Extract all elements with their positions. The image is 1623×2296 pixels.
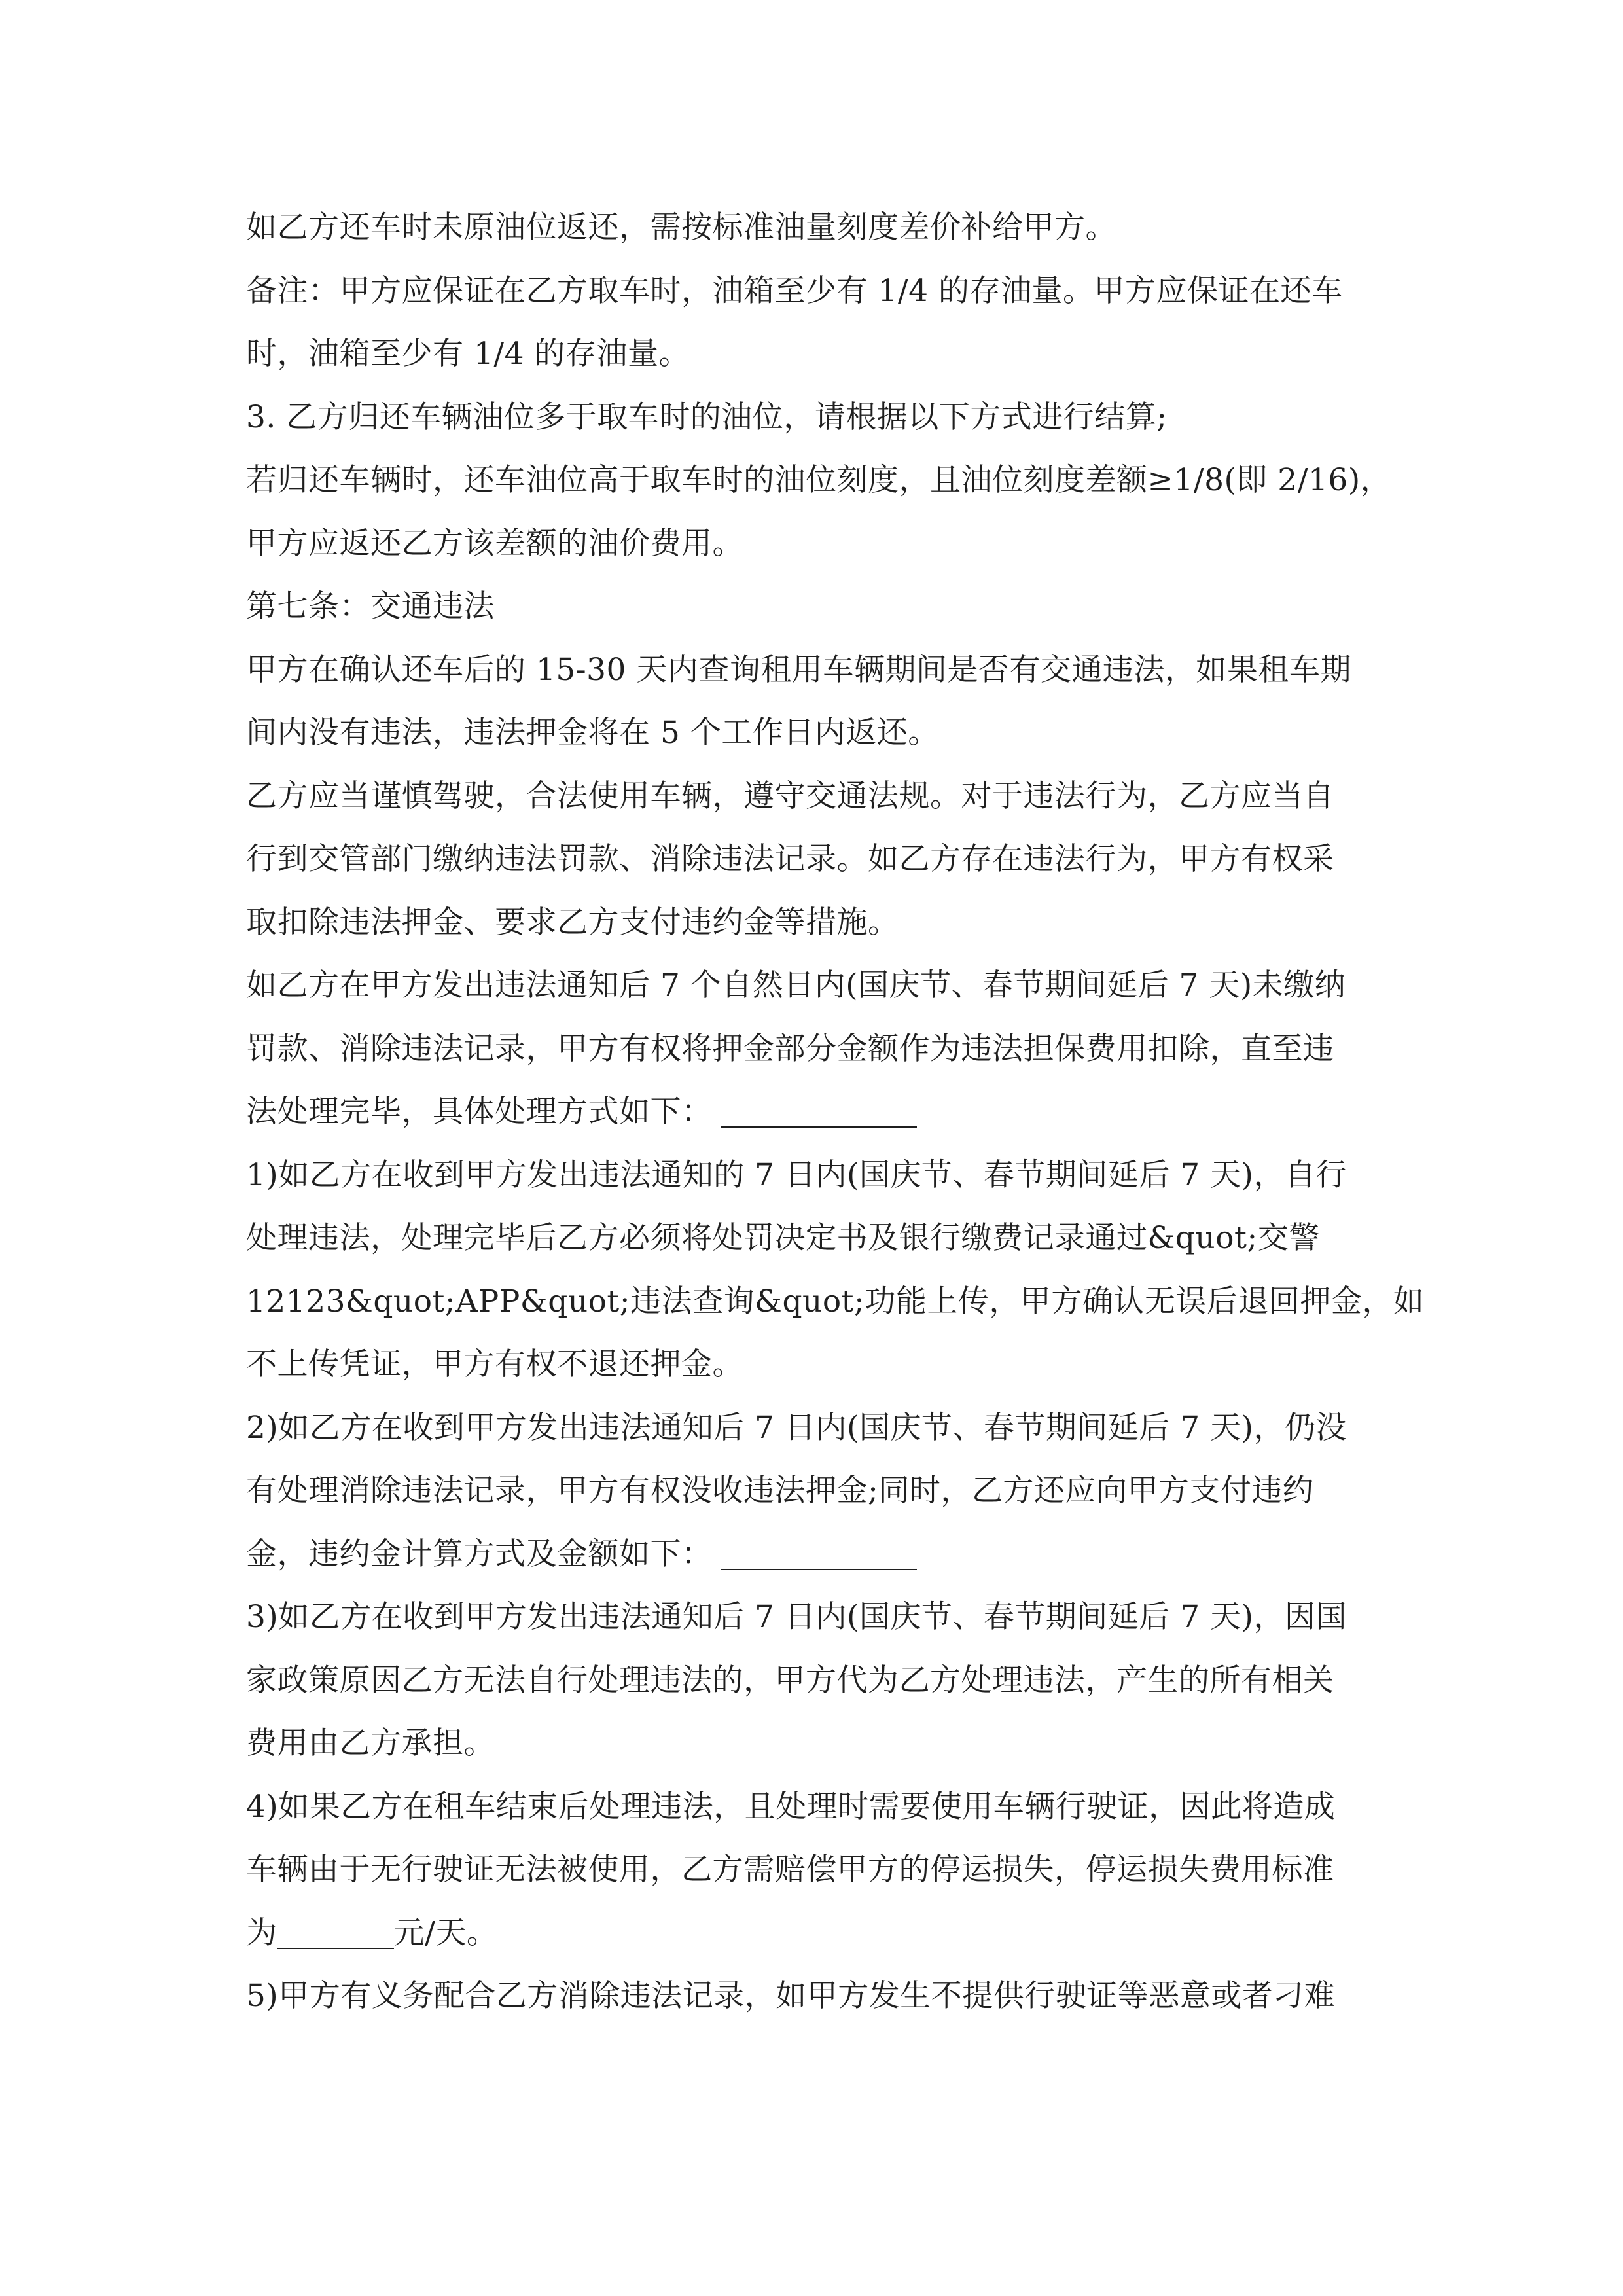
line-text: 金，违约金计算方式及金额如下： xyxy=(246,1535,713,1572)
fill-in-blank[interactable] xyxy=(721,1096,917,1128)
document-page xyxy=(246,196,1425,2028)
paragraph-line: 费用由乙方承担。 xyxy=(246,1725,495,1761)
paragraph-line: 2)如乙方在收到甲方发出违法通知后 7 日内(国庆节、春节期间延后 7 天)，仍没 xyxy=(246,1409,1347,1446)
paragraph-line xyxy=(246,1523,1378,1587)
line-text: 元/天。 xyxy=(393,1914,498,1951)
paragraph-line: 取扣除违法押金、要求乙方支付违约金等措施。 xyxy=(246,904,899,941)
paragraph-line: 5)甲方有义务配合乙方消除违法记录，如甲方发生不提供行驶证等恶意或者刁难 xyxy=(246,1978,1336,2014)
paragraph-line: 罚款、消除违法记录，甲方有权将押金部分金额作为违法担保费用扣除，直至违 xyxy=(246,1030,1334,1067)
paragraph-line: 若归还车辆时，还车油位高于取车时的油位刻度，且油位刻度差额≥1/8(即 2/16)， xyxy=(246,462,1392,498)
paragraph-line: 甲方应返还乙方该差额的油价费用。 xyxy=(246,525,743,562)
paragraph-line xyxy=(246,1902,1378,1965)
paragraph-line: 如乙方在甲方发出违法通知后 7 个自然日内(国庆节、春节期间延后 7 天)未缴纳 xyxy=(246,967,1346,1003)
fill-in-blank[interactable] xyxy=(277,1917,394,1949)
paragraph-line: 乙方应当谨慎驾驶，合法使用车辆，遵守交通法规。对于违法行为，乙方应当自 xyxy=(246,778,1334,814)
section-heading: 第七条：交通违法 xyxy=(246,588,495,624)
paragraph-line: 有处理消除违法记录，甲方有权没收违法押金;同时，乙方还应向甲方支付违约 xyxy=(246,1473,1314,1509)
paragraph-line: 3)如乙方在收到甲方发出违法通知后 7 日内(国庆节、春节期间延后 7 天)，因国 xyxy=(246,1599,1347,1635)
paragraph-line xyxy=(246,1081,1378,1144)
line-text: 法处理完毕，具体处理方式如下： xyxy=(246,1094,713,1130)
paragraph-line: 3. 乙方归还车辆油位多于取车时的油位，请根据以下方式进行结算; xyxy=(246,399,1168,435)
paragraph-line: 不上传凭证，甲方有权不退还押金。 xyxy=(246,1346,743,1382)
paragraph-line: 备注：甲方应保证在乙方取车时，油箱至少有 1/4 的存油量。甲方应保证在还车 xyxy=(246,272,1343,309)
paragraph-line: 甲方在确认还车后的 15-30 天内查询租用车辆期间是否有交通违法，如果租车期 xyxy=(246,651,1351,688)
paragraph-line: 如乙方还车时未原油位返还，需按标准油量刻度差价补给甲方。 xyxy=(246,209,1116,245)
fill-in-blank[interactable] xyxy=(721,1538,917,1570)
paragraph-line: 1)如乙方在收到甲方发出违法通知的 7 日内(国庆节、春节期间延后 7 天)，自行 xyxy=(246,1157,1347,1193)
paragraph-line: 车辆由于无行驶证无法被使用，乙方需赔偿甲方的停运损失，停运损失费用标准 xyxy=(246,1852,1334,1888)
paragraph-line: 12123&quot;APP&quot;违法查询&quot;功能上传，甲方确认无误后退回押金，如 xyxy=(246,1283,1425,1319)
line-text: 为 xyxy=(246,1914,277,1951)
paragraph-line: 时，油箱至少有 1/4 的存油量。 xyxy=(246,336,690,372)
paragraph-line: 处理违法，处理完毕后乙方必须将处罚决定书及银行缴费记录通过&quot;交警 xyxy=(246,1220,1320,1256)
paragraph-line: 间内没有违法，违法押金将在 5 个工作日内返还。 xyxy=(246,715,939,751)
paragraph-line: 4)如果乙方在租车结束后处理违法，且处理时需要使用车辆行驶证，因此将造成 xyxy=(246,1788,1336,1825)
paragraph-line: 行到交管部门缴纳违法罚款、消除违法记录。如乙方存在违法行为，甲方有权采 xyxy=(246,841,1334,877)
paragraph-line: 家政策原因乙方无法自行处理违法的，甲方代为乙方处理违法，产生的所有相关 xyxy=(246,1662,1334,1698)
